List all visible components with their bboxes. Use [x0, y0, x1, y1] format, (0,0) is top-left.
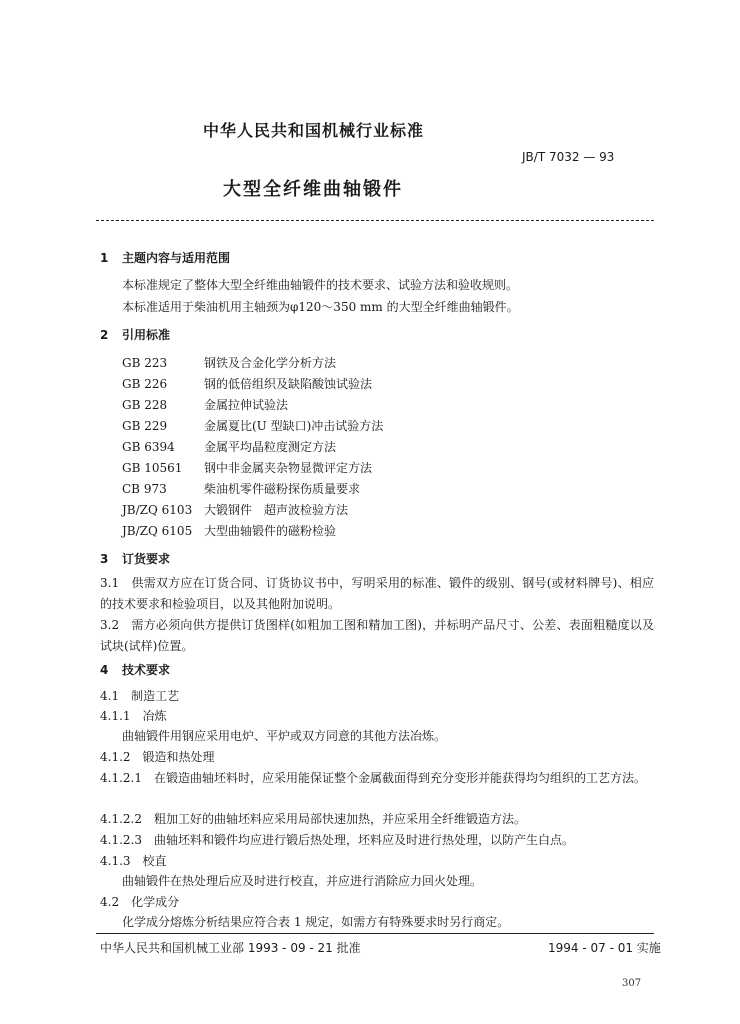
- paragraph: 3.2 需方必须向供方提供订货图样(如粗加工图和精加工图)，并标明产品尺寸、公差、表面粗糙度以及试块(试样)位置。: [100, 618, 654, 653]
- reference-name: 钢铁及合金化学分析方法: [204, 356, 337, 370]
- paragraph: 4.1.2.1 在锻造曲轴坯料时，应采用能保证整个金属截面得到充分变形并能获得均匀组织的工艺方法。: [100, 771, 646, 785]
- reference-name: 金属拉伸试验法: [204, 398, 289, 412]
- standard-name: 中华人民共和国机械行业标准: [203, 121, 425, 140]
- reference-code: CB 973: [122, 482, 167, 496]
- section-3-heading: [100, 550, 170, 567]
- paragraph: 4.1.2.2 粗加工好的曲轴坯料应采用局部快速加热，并应采用全纤维锻造方法。: [100, 812, 526, 826]
- paragraph: 3.1 供需双方应在订货合同、订货协议书中，写明采用的标准、锻件的级别、钢号(或材料牌号)、相应的技术要求和检验项目，以及其他附加说明。: [100, 576, 654, 611]
- reference-name: 金属夏比(U 型缺口)冲击试验方法: [204, 419, 384, 433]
- section-number: 1: [100, 251, 109, 265]
- section-title: 订货要求: [122, 552, 171, 566]
- paragraph: 本标准适用于柴油机用主轴颈为φ120～350 mm 的大型全纤维曲轴锻件。: [122, 300, 519, 314]
- header-divider: [96, 220, 654, 221]
- section-2-heading: [100, 326, 170, 343]
- reference-item: [122, 438, 336, 455]
- section-title: 引用标准: [122, 328, 171, 342]
- subsection-heading: 4.1.1 冶炼: [100, 709, 167, 723]
- subsection-heading: 4.2 化学成分: [100, 895, 180, 909]
- reference-name: 金属平均晶粒度测定方法: [204, 440, 337, 454]
- reference-item: [122, 480, 360, 497]
- reference-name: 大锻钢件 超声波检验方法: [204, 503, 349, 517]
- section-number: 4: [100, 663, 109, 677]
- reference-code: GB 10561: [122, 461, 183, 475]
- reference-name: 大型曲轴锻件的磁粉检验: [204, 524, 337, 538]
- reference-item: [122, 522, 336, 539]
- reference-code: GB 228: [122, 398, 168, 412]
- reference-code: GB 226: [122, 377, 168, 391]
- reference-code: GB 229: [122, 419, 168, 433]
- document-title: 大型全纤维曲轴锻件: [223, 179, 403, 200]
- section-title: 主题内容与适用范围: [122, 251, 231, 265]
- section-number: 2: [100, 328, 109, 342]
- paragraph: 曲轴锻件用钢应采用电炉、平炉或双方同意的其他方法冶炼。: [122, 729, 447, 743]
- reference-code: JB/ZQ 6105: [122, 524, 193, 538]
- paragraph: 4.1.2.3 曲轴坯料和锻件均应进行锻后热处理，坯料应及时进行热处理，以防产生白点。: [100, 833, 574, 847]
- subsection-heading: 4.1.2 锻造和热处理: [100, 750, 215, 764]
- subsection-heading: 4.1.3 校直: [100, 854, 167, 868]
- reference-code: GB 6394: [122, 440, 175, 454]
- reference-code: GB 223: [122, 356, 168, 370]
- reference-name: 钢中非金属夹杂物显微评定方法: [204, 461, 373, 475]
- page-number: 307: [622, 978, 642, 989]
- reference-item: [122, 417, 383, 434]
- paragraph: 曲轴锻件在热处理后应及时进行校直，并应进行消除应力回火处理。: [122, 874, 483, 888]
- reference-item: [122, 501, 348, 518]
- reference-item: [122, 396, 288, 413]
- reference-name: 钢的低倍组织及缺陷酸蚀试验法: [204, 377, 373, 391]
- section-number: 3: [100, 552, 109, 566]
- approval-text: 中华人民共和国机械工业部 1993 - 09 - 21 批准: [100, 941, 361, 955]
- reference-code: JB/ZQ 6103: [122, 503, 193, 517]
- section-1-heading: [100, 249, 230, 266]
- section-title: 技术要求: [122, 663, 171, 677]
- effective-date: 1994 - 07 - 01 实施: [548, 941, 661, 955]
- reference-name: 柴油机零件磁粉探伤质量要求: [204, 482, 361, 496]
- subsection-heading: 4.1 制造工艺: [100, 689, 180, 703]
- footer-divider: [96, 933, 654, 934]
- reference-item: [122, 375, 372, 392]
- paragraph: 本标准规定了整体大型全纤维曲轴锻件的技术要求、试验方法和验收规则。: [122, 278, 519, 292]
- standard-code: JB/T 7032 — 93: [522, 150, 615, 164]
- reference-item: [122, 354, 336, 371]
- reference-item: [122, 459, 372, 476]
- paragraph: 化学成分熔炼分析结果应符合表 1 规定，如需方有特殊要求时另行商定。: [122, 915, 510, 929]
- section-4-heading: [100, 661, 170, 678]
